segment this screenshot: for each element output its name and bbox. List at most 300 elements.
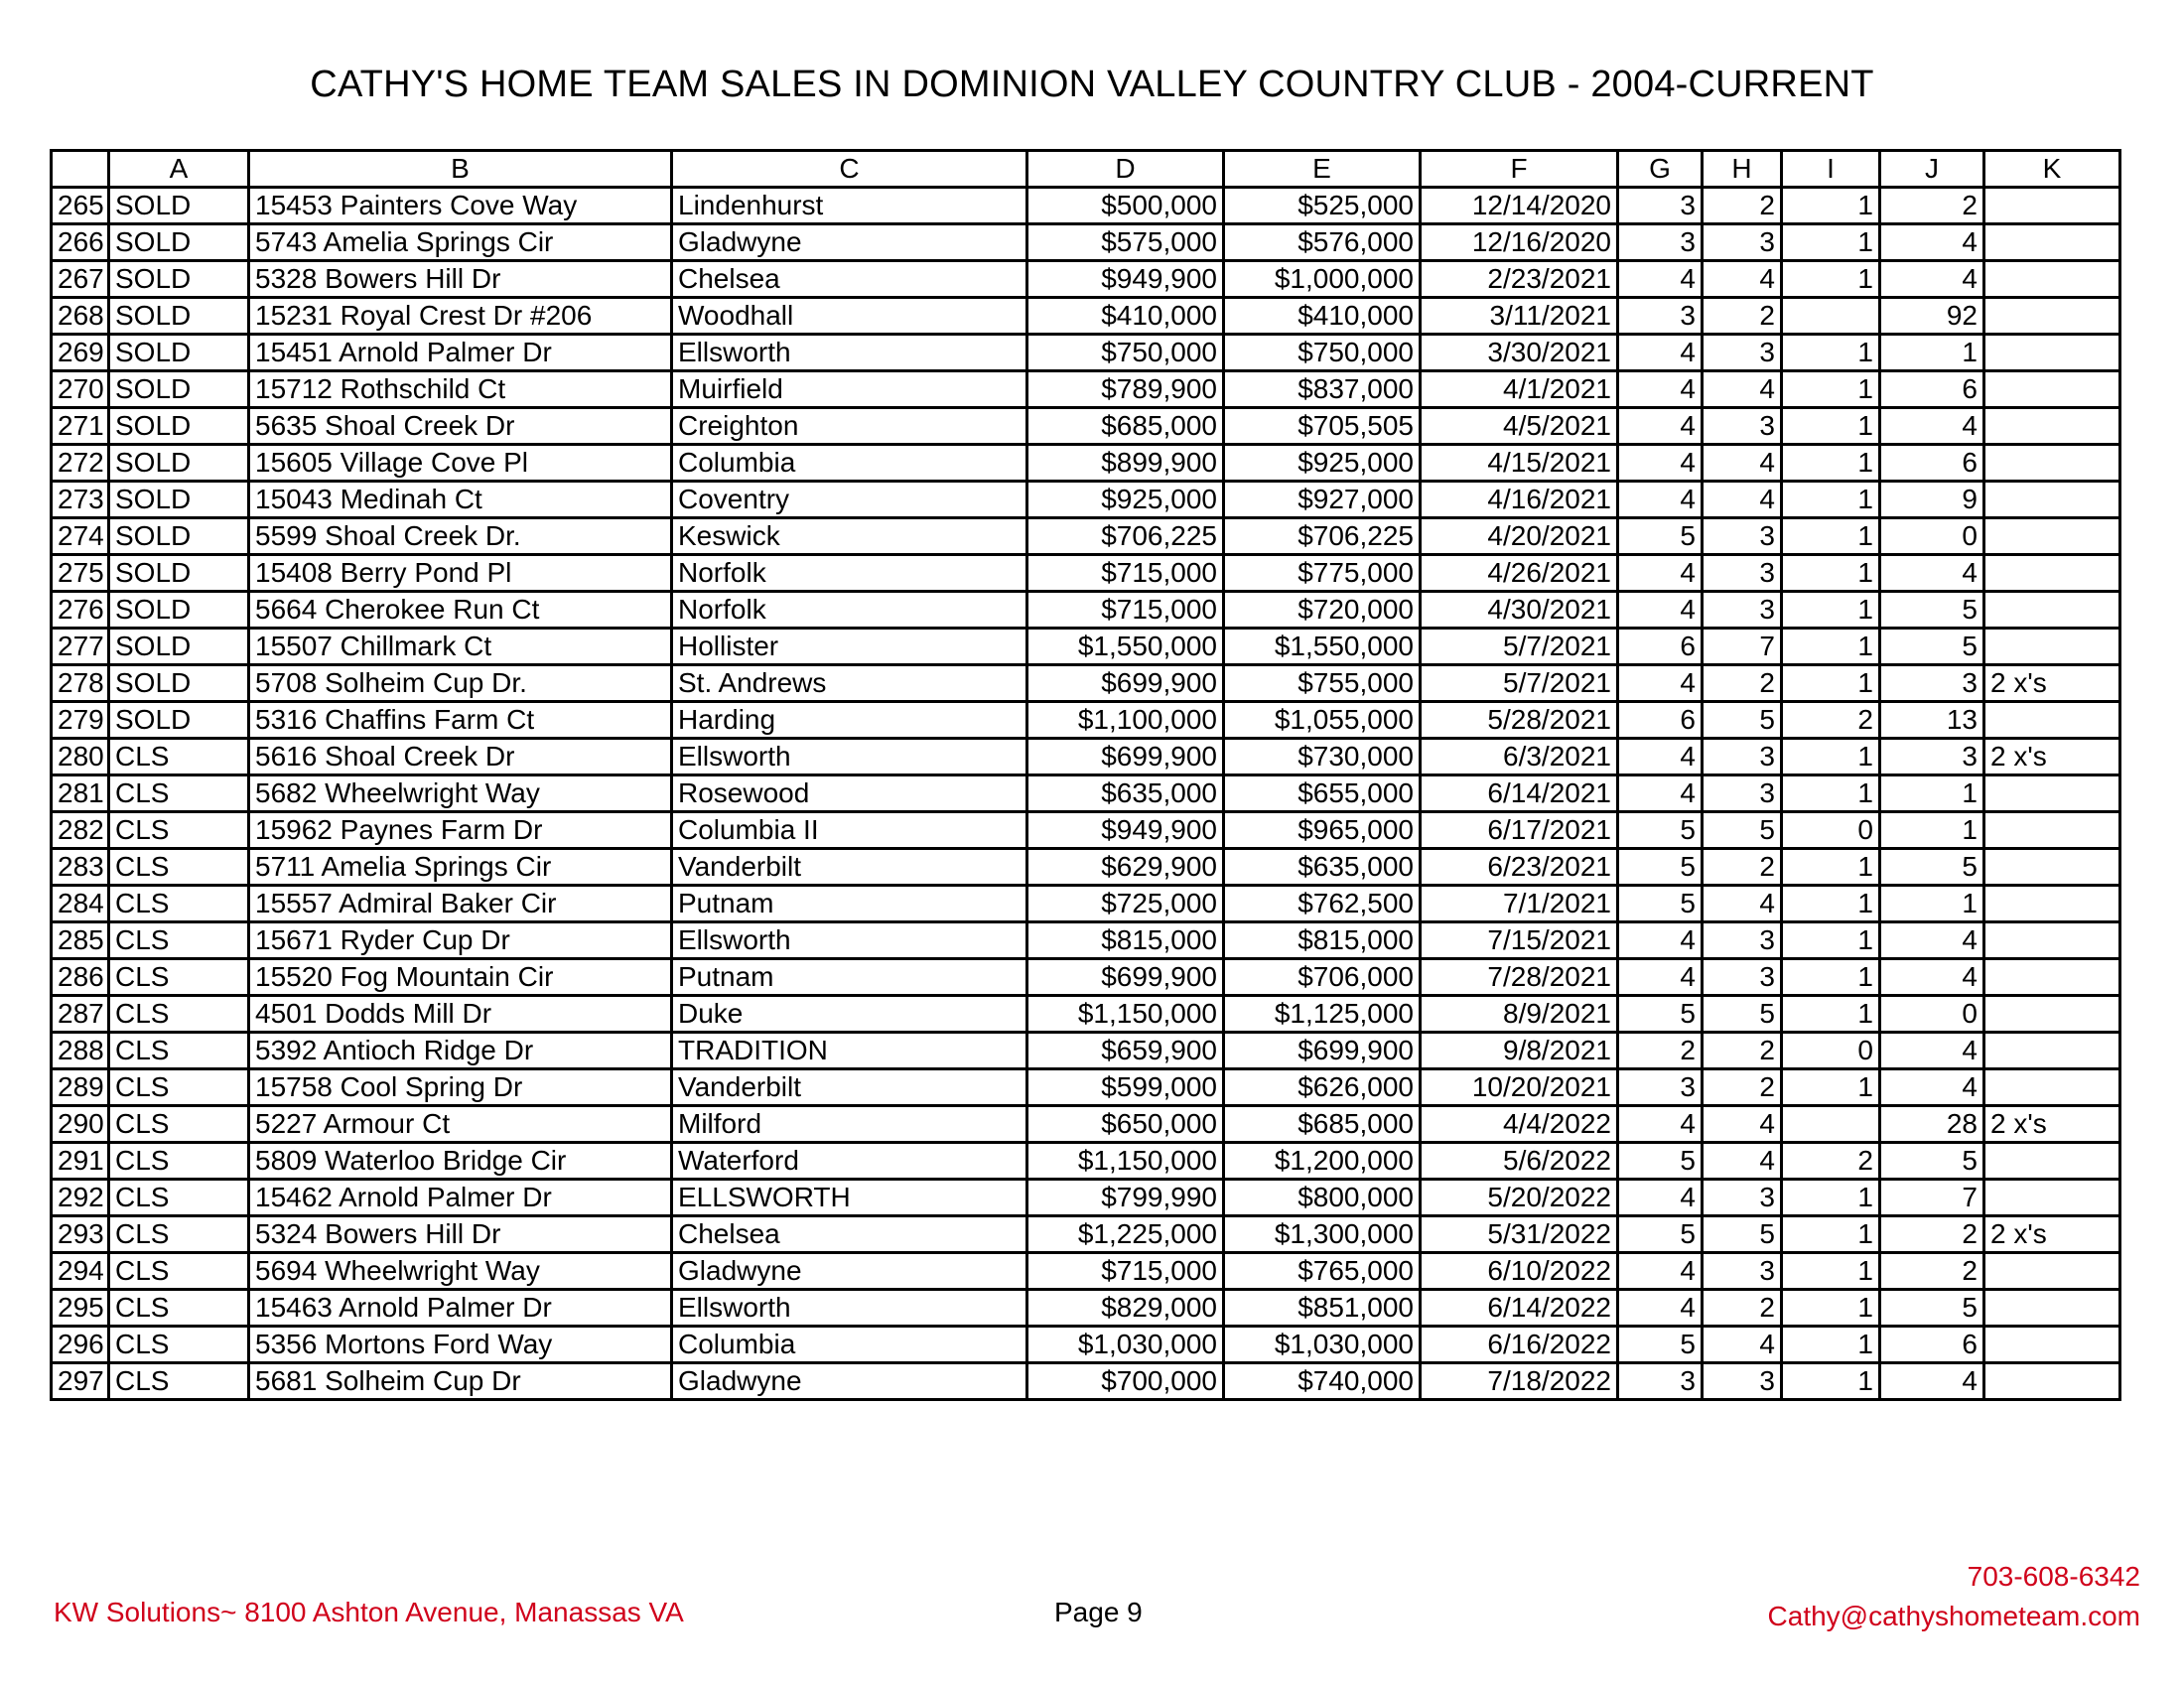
table-row [52,775,2120,812]
model-cell: Chelsea [672,261,1027,298]
days-cell: 1 [1880,812,1984,849]
list-price-cell: $699,900 [1027,959,1224,996]
sold-price-cell: $837,000 [1224,371,1421,408]
date-cell: 4/16/2021 [1421,482,1618,518]
address-cell: 15463 Arnold Palmer Dr [249,1290,672,1327]
table-row [52,1363,2120,1400]
bathrooms-cell: 3 [1703,775,1782,812]
row-number-cell: 286 [52,959,109,996]
model-cell: Columbia [672,445,1027,482]
days-cell: 6 [1880,371,1984,408]
half-bath-cell [1782,1106,1880,1143]
bathrooms-cell: 3 [1703,224,1782,261]
bathrooms-cell: 2 [1703,298,1782,335]
table-row [52,1253,2120,1290]
table-row [52,224,2120,261]
status-cell: CLS [109,812,249,849]
sold-price-cell: $525,000 [1224,188,1421,224]
table-row [52,1106,2120,1143]
column-header-c: C [672,151,1027,188]
date-cell: 5/7/2021 [1421,629,1618,665]
model-cell: Coventry [672,482,1027,518]
days-cell: 4 [1880,224,1984,261]
row-number-cell: 294 [52,1253,109,1290]
bathrooms-cell: 4 [1703,1143,1782,1180]
model-cell: Columbia [672,1327,1027,1363]
row-number-cell: 266 [52,224,109,261]
sold-price-cell: $705,505 [1224,408,1421,445]
date-cell: 9/8/2021 [1421,1033,1618,1069]
bathrooms-cell: 4 [1703,1327,1782,1363]
status-cell: CLS [109,1106,249,1143]
note-cell: 2 x's [1984,1106,2120,1143]
date-cell: 4/20/2021 [1421,518,1618,555]
list-price-cell: $629,900 [1027,849,1224,886]
status-cell: SOLD [109,408,249,445]
half-bath-cell: 2 [1782,1143,1880,1180]
table-row [52,849,2120,886]
sold-price-cell: $1,300,000 [1224,1216,1421,1253]
address-cell: 5711 Amelia Springs Cir [249,849,672,886]
sold-price-cell: $699,900 [1224,1033,1421,1069]
date-cell: 6/23/2021 [1421,849,1618,886]
date-cell: 7/1/2021 [1421,886,1618,922]
bedrooms-cell: 4 [1618,371,1703,408]
page-number: Page 9 [1054,1597,1143,1627]
days-cell: 4 [1880,261,1984,298]
model-cell: Ellsworth [672,335,1027,371]
days-cell: 5 [1880,849,1984,886]
status-cell: CLS [109,1363,249,1400]
bathrooms-cell: 2 [1703,1290,1782,1327]
table-row [52,629,2120,665]
list-price-cell: $659,900 [1027,1033,1224,1069]
list-price-cell: $699,900 [1027,739,1224,775]
list-price-cell: $899,900 [1027,445,1224,482]
days-cell: 5 [1880,1143,1984,1180]
note-cell [1984,298,2120,335]
half-bath-cell: 1 [1782,1253,1880,1290]
sold-price-cell: $1,055,000 [1224,702,1421,739]
date-cell: 4/30/2021 [1421,592,1618,629]
note-cell: 2 x's [1984,1216,2120,1253]
list-price-cell: $1,100,000 [1027,702,1224,739]
sold-price-cell: $800,000 [1224,1180,1421,1216]
date-cell: 6/14/2021 [1421,775,1618,812]
date-cell: 2/23/2021 [1421,261,1618,298]
days-cell: 5 [1880,1290,1984,1327]
date-cell: 5/6/2022 [1421,1143,1618,1180]
column-header-f: F [1421,151,1618,188]
date-cell: 10/20/2021 [1421,1069,1618,1106]
sold-price-cell: $1,030,000 [1224,1327,1421,1363]
status-cell: SOLD [109,335,249,371]
list-price-cell: $1,550,000 [1027,629,1224,665]
model-cell: Lindenhurst [672,188,1027,224]
sold-price-cell: $706,000 [1224,959,1421,996]
days-cell: 2 [1880,188,1984,224]
half-bath-cell: 1 [1782,371,1880,408]
sold-price-cell: $1,000,000 [1224,261,1421,298]
date-cell: 6/10/2022 [1421,1253,1618,1290]
bedrooms-cell: 5 [1618,849,1703,886]
row-number-cell: 273 [52,482,109,518]
row-number-cell: 276 [52,592,109,629]
date-cell: 5/20/2022 [1421,1180,1618,1216]
bedrooms-cell: 3 [1618,224,1703,261]
table-row [52,335,2120,371]
bathrooms-cell: 4 [1703,445,1782,482]
date-cell: 4/1/2021 [1421,371,1618,408]
footer-contact [1768,1557,2140,1636]
model-cell: Harding [672,702,1027,739]
bathrooms-cell: 3 [1703,518,1782,555]
row-number-cell: 269 [52,335,109,371]
bedrooms-cell: 4 [1618,959,1703,996]
half-bath-cell: 1 [1782,886,1880,922]
row-number-cell: 285 [52,922,109,959]
table-row [52,665,2120,702]
days-cell: 2 [1880,1216,1984,1253]
column-header-j: J [1880,151,1984,188]
list-price-cell: $575,000 [1027,224,1224,261]
model-cell: Chelsea [672,1216,1027,1253]
status-cell: CLS [109,849,249,886]
bathrooms-cell: 3 [1703,1180,1782,1216]
table-row [52,996,2120,1033]
half-bath-cell: 1 [1782,188,1880,224]
bedrooms-cell: 5 [1618,1216,1703,1253]
list-price-cell: $949,900 [1027,261,1224,298]
address-cell: 15462 Arnold Palmer Dr [249,1180,672,1216]
half-bath-cell: 0 [1782,812,1880,849]
list-price-cell: $1,150,000 [1027,1143,1224,1180]
note-cell [1984,445,2120,482]
bathrooms-cell: 3 [1703,555,1782,592]
note-cell [1984,1069,2120,1106]
model-cell: ELLSWORTH [672,1180,1027,1216]
note-cell [1984,849,2120,886]
note-cell [1984,886,2120,922]
bathrooms-cell: 5 [1703,702,1782,739]
table-row [52,1069,2120,1106]
bedrooms-cell: 5 [1618,1143,1703,1180]
date-cell: 4/5/2021 [1421,408,1618,445]
bathrooms-cell: 5 [1703,1216,1782,1253]
bathrooms-cell: 3 [1703,1253,1782,1290]
address-cell: 5681 Solheim Cup Dr [249,1363,672,1400]
bedrooms-cell: 4 [1618,592,1703,629]
sold-price-cell: $750,000 [1224,335,1421,371]
half-bath-cell: 1 [1782,996,1880,1033]
bedrooms-cell: 4 [1618,482,1703,518]
date-cell: 12/14/2020 [1421,188,1618,224]
bathrooms-cell: 2 [1703,849,1782,886]
address-cell: 5694 Wheelwright Way [249,1253,672,1290]
row-number-cell: 274 [52,518,109,555]
half-bath-cell: 1 [1782,1363,1880,1400]
sold-price-cell: $626,000 [1224,1069,1421,1106]
days-cell: 1 [1880,775,1984,812]
status-cell: CLS [109,775,249,812]
model-cell: Putnam [672,959,1027,996]
sold-price-cell: $1,125,000 [1224,996,1421,1033]
footer-email: Cathy@cathyshometeam.com [1767,1601,2140,1631]
bathrooms-cell: 5 [1703,812,1782,849]
bedrooms-cell: 5 [1618,886,1703,922]
half-bath-cell: 1 [1782,1069,1880,1106]
row-number-cell: 292 [52,1180,109,1216]
date-cell: 5/7/2021 [1421,665,1618,702]
half-bath-cell: 0 [1782,1033,1880,1069]
days-cell: 6 [1880,445,1984,482]
address-cell: 15043 Medinah Ct [249,482,672,518]
bathrooms-cell: 3 [1703,959,1782,996]
bedrooms-cell: 5 [1618,812,1703,849]
bedrooms-cell: 4 [1618,1253,1703,1290]
half-bath-cell: 1 [1782,261,1880,298]
date-cell: 4/4/2022 [1421,1106,1618,1143]
table-row [52,1180,2120,1216]
sold-price-cell: $815,000 [1224,922,1421,959]
sold-price-cell: $965,000 [1224,812,1421,849]
half-bath-cell: 1 [1782,592,1880,629]
status-cell: CLS [109,1143,249,1180]
bathrooms-cell: 2 [1703,188,1782,224]
model-cell: Ellsworth [672,1290,1027,1327]
row-number-cell: 275 [52,555,109,592]
list-price-cell: $650,000 [1027,1106,1224,1143]
address-cell: 5356 Mortons Ford Way [249,1327,672,1363]
table-row [52,188,2120,224]
half-bath-cell: 1 [1782,849,1880,886]
bedrooms-cell: 4 [1618,1290,1703,1327]
sold-price-cell: $740,000 [1224,1363,1421,1400]
list-price-cell: $1,030,000 [1027,1327,1224,1363]
table-row [52,555,2120,592]
page-title: CATHY'S HOME TEAM SALES IN DOMINION VALLEY COUNTRY CLUB - 2004-CURRENT [310,64,1874,105]
row-number-cell: 295 [52,1290,109,1327]
table-row [52,702,2120,739]
bedrooms-cell: 4 [1618,555,1703,592]
note-cell [1984,1327,2120,1363]
row-number-cell: 277 [52,629,109,665]
list-price-cell: $635,000 [1027,775,1224,812]
list-price-cell: $750,000 [1027,335,1224,371]
table-row [52,886,2120,922]
half-bath-cell: 1 [1782,629,1880,665]
status-cell: SOLD [109,445,249,482]
row-number-cell: 279 [52,702,109,739]
sold-price-cell: $762,500 [1224,886,1421,922]
half-bath-cell: 1 [1782,739,1880,775]
status-cell: SOLD [109,188,249,224]
days-cell: 5 [1880,592,1984,629]
status-cell: SOLD [109,665,249,702]
bathrooms-cell: 3 [1703,922,1782,959]
bathrooms-cell: 3 [1703,335,1782,371]
row-number-cell: 288 [52,1033,109,1069]
row-number-cell: 278 [52,665,109,702]
note-cell [1984,518,2120,555]
bedrooms-cell: 5 [1618,1327,1703,1363]
status-cell: CLS [109,959,249,996]
bedrooms-cell: 6 [1618,629,1703,665]
bedrooms-cell: 4 [1618,775,1703,812]
address-cell: 15231 Royal Crest Dr #206 [249,298,672,335]
table-row [52,298,2120,335]
half-bath-cell: 1 [1782,335,1880,371]
table-row [52,592,2120,629]
status-cell: CLS [109,1253,249,1290]
note-cell: 2 x's [1984,739,2120,775]
table-row [52,739,2120,775]
half-bath-cell: 1 [1782,445,1880,482]
status-cell: SOLD [109,371,249,408]
days-cell: 4 [1880,1363,1984,1400]
list-price-cell: $949,900 [1027,812,1224,849]
list-price-cell: $706,225 [1027,518,1224,555]
days-cell: 6 [1880,1327,1984,1363]
note-cell [1984,1363,2120,1400]
address-cell: 5743 Amelia Springs Cir [249,224,672,261]
note-cell [1984,371,2120,408]
days-cell: 1 [1880,886,1984,922]
status-cell: CLS [109,1180,249,1216]
address-cell: 15712 Rothschild Ct [249,371,672,408]
list-price-cell: $500,000 [1027,188,1224,224]
model-cell: Duke [672,996,1027,1033]
row-number-cell: 280 [52,739,109,775]
table-row [52,1290,2120,1327]
bedrooms-cell: 4 [1618,1106,1703,1143]
column-header-e: E [1224,151,1421,188]
half-bath-cell: 1 [1782,518,1880,555]
model-cell: Vanderbilt [672,849,1027,886]
note-cell [1984,775,2120,812]
address-cell: 5635 Shoal Creek Dr [249,408,672,445]
bedrooms-cell: 4 [1618,739,1703,775]
note-cell: 2 x's [1984,665,2120,702]
status-cell: SOLD [109,482,249,518]
list-price-cell: $699,900 [1027,665,1224,702]
model-cell: Rosewood [672,775,1027,812]
address-cell: 15557 Admiral Baker Cir [249,886,672,922]
bathrooms-cell: 4 [1703,482,1782,518]
date-cell: 4/15/2021 [1421,445,1618,482]
column-header-d: D [1027,151,1224,188]
model-cell: Gladwyne [672,224,1027,261]
half-bath-cell: 1 [1782,224,1880,261]
table-row [52,922,2120,959]
date-cell: 5/31/2022 [1421,1216,1618,1253]
list-price-cell: $725,000 [1027,886,1224,922]
list-price-cell: $715,000 [1027,592,1224,629]
sold-price-cell: $925,000 [1224,445,1421,482]
note-cell [1984,224,2120,261]
row-number-cell: 291 [52,1143,109,1180]
status-cell: SOLD [109,702,249,739]
row-number-cell: 296 [52,1327,109,1363]
row-number-cell: 282 [52,812,109,849]
days-cell: 4 [1880,408,1984,445]
half-bath-cell: 1 [1782,408,1880,445]
note-cell [1984,261,2120,298]
address-cell: 5324 Bowers Hill Dr [249,1216,672,1253]
table-row [52,445,2120,482]
model-cell: Columbia II [672,812,1027,849]
address-cell: 15520 Fog Mountain Cir [249,959,672,996]
half-bath-cell: 1 [1782,1327,1880,1363]
bedrooms-cell: 2 [1618,1033,1703,1069]
list-price-cell: $700,000 [1027,1363,1224,1400]
sold-price-cell: $755,000 [1224,665,1421,702]
note-cell [1984,922,2120,959]
bedrooms-cell: 3 [1618,1069,1703,1106]
footer-phone: 703-608-6342 [1967,1561,2140,1592]
note-cell [1984,959,2120,996]
address-cell: 4501 Dodds Mill Dr [249,996,672,1033]
days-cell: 3 [1880,739,1984,775]
bathrooms-cell: 4 [1703,261,1782,298]
half-bath-cell: 1 [1782,1216,1880,1253]
days-cell: 0 [1880,996,1984,1033]
half-bath-cell: 1 [1782,1290,1880,1327]
status-cell: SOLD [109,629,249,665]
note-cell [1984,1253,2120,1290]
address-cell: 5809 Waterloo Bridge Cir [249,1143,672,1180]
row-number-cell: 290 [52,1106,109,1143]
footer-address: KW Solutions~ 8100 Ashton Avenue, Manassas VA [54,1597,684,1627]
note-cell [1984,408,2120,445]
status-cell: CLS [109,1069,249,1106]
sold-price-cell: $1,200,000 [1224,1143,1421,1180]
bathrooms-cell: 3 [1703,1363,1782,1400]
address-cell: 5708 Solheim Cup Dr. [249,665,672,702]
model-cell: Milford [672,1106,1027,1143]
status-cell: SOLD [109,298,249,335]
note-cell [1984,482,2120,518]
date-cell: 3/30/2021 [1421,335,1618,371]
half-bath-cell: 1 [1782,959,1880,996]
address-cell: 5616 Shoal Creek Dr [249,739,672,775]
list-price-cell: $829,000 [1027,1290,1224,1327]
model-cell: Creighton [672,408,1027,445]
note-cell [1984,629,2120,665]
model-cell: Norfolk [672,592,1027,629]
days-cell: 0 [1880,518,1984,555]
half-bath-cell: 1 [1782,665,1880,702]
bedrooms-cell: 5 [1618,518,1703,555]
date-cell: 12/16/2020 [1421,224,1618,261]
bathrooms-cell: 2 [1703,1069,1782,1106]
address-cell: 5316 Chaffins Farm Ct [249,702,672,739]
sold-price-cell: $1,550,000 [1224,629,1421,665]
bedrooms-cell: 4 [1618,1180,1703,1216]
column-header-a: A [109,151,249,188]
date-cell: 7/15/2021 [1421,922,1618,959]
list-price-cell: $410,000 [1027,298,1224,335]
sold-price-cell: $576,000 [1224,224,1421,261]
column-header-i: I [1782,151,1880,188]
address-cell: 15671 Ryder Cup Dr [249,922,672,959]
bathrooms-cell: 2 [1703,1033,1782,1069]
model-cell: Gladwyne [672,1253,1027,1290]
table-row [52,371,2120,408]
bathrooms-cell: 4 [1703,886,1782,922]
bedrooms-cell: 3 [1618,298,1703,335]
address-cell: 5392 Antioch Ridge Dr [249,1033,672,1069]
